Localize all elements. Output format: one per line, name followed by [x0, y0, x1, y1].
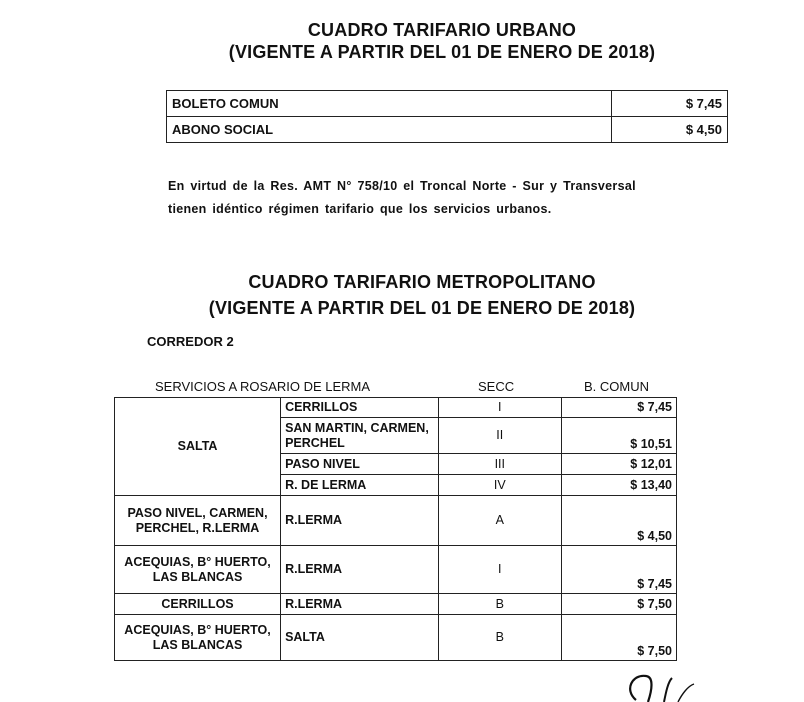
- section-cell: IV: [439, 475, 562, 496]
- destination-cell: CERRILLOS: [281, 398, 439, 418]
- table-row: [115, 496, 677, 546]
- column-header-section: SECC: [478, 379, 515, 394]
- section-cell: II: [439, 418, 562, 454]
- destination-cell: R.LERMA: [281, 546, 439, 594]
- table-row: [115, 398, 677, 418]
- origin-cell: ACEQUIAS, B° HUERTO, LAS BLANCAS: [115, 546, 281, 594]
- origin-cell: CERRILLOS: [115, 594, 281, 615]
- section-cell: B: [439, 594, 562, 615]
- price-cell: $ 7,50: [561, 594, 676, 615]
- corridor-label: CORREDOR 2: [147, 334, 234, 349]
- note-line-1: En virtud de la Res. AMT N° 758/10 el Troncal Norte - Sur y Transversal: [168, 179, 636, 193]
- origin-cell: PASO NIVEL, CARMEN, PERCHEL, R.LERMA: [115, 496, 281, 546]
- metro-subtitle: (VIGENTE A PARTIR DEL 01 DE ENERO DE 2018): [208, 298, 636, 318]
- metro-title: CUADRO TARIFARIO METROPOLITANO: [248, 272, 596, 292]
- table-row: [167, 91, 728, 117]
- fare-price: $ 4,50: [612, 117, 728, 143]
- urban-subtitle: (VIGENTE A PARTIR DEL 01 DE ENERO DE 2018): [228, 42, 656, 62]
- section-cell: III: [439, 454, 562, 475]
- price-cell: $ 7,45: [561, 546, 676, 594]
- section-cell: I: [439, 546, 562, 594]
- price-cell: $ 7,45: [561, 398, 676, 418]
- fare-label: ABONO SOCIAL: [167, 117, 612, 143]
- destination-cell: SAN MARTIN, CARMEN, PERCHEL: [281, 418, 439, 454]
- price-cell: $ 10,51: [561, 418, 676, 454]
- section-cell: A: [439, 496, 562, 546]
- column-header-service: SERVICIOS A ROSARIO DE LERMA: [155, 379, 371, 394]
- price-cell: $ 7,50: [561, 615, 676, 661]
- table-row: [115, 594, 677, 615]
- destination-cell: PASO NIVEL: [281, 454, 439, 475]
- urban-fare-table: [166, 90, 728, 143]
- section-cell: I: [439, 398, 562, 418]
- urban-title: CUADRO TARIFARIO URBANO: [307, 20, 577, 40]
- section-cell: B: [439, 615, 562, 661]
- signature-mark: [612, 668, 712, 702]
- metro-fare-table: [114, 397, 677, 661]
- fare-label: BOLETO COMUN: [167, 91, 612, 117]
- table-row: [167, 117, 728, 143]
- price-cell: $ 12,01: [561, 454, 676, 475]
- table-row: [115, 546, 677, 594]
- destination-cell: R.LERMA: [281, 496, 439, 546]
- destination-cell: R.LERMA: [281, 594, 439, 615]
- price-cell: $ 4,50: [561, 496, 676, 546]
- destination-cell: SALTA: [281, 615, 439, 661]
- table-row: [115, 615, 677, 661]
- origin-cell: ACEQUIAS, B° HUERTO, LAS BLANCAS: [115, 615, 281, 661]
- fare-price: $ 7,45: [612, 91, 728, 117]
- note-line-2: tienen idéntico régimen tarifario que los servicios urbanos.: [168, 202, 552, 216]
- origin-cell: SALTA: [115, 398, 281, 496]
- price-cell: $ 13,40: [561, 475, 676, 496]
- column-header-fare: B. COMUN: [584, 379, 649, 394]
- destination-cell: R. DE LERMA: [281, 475, 439, 496]
